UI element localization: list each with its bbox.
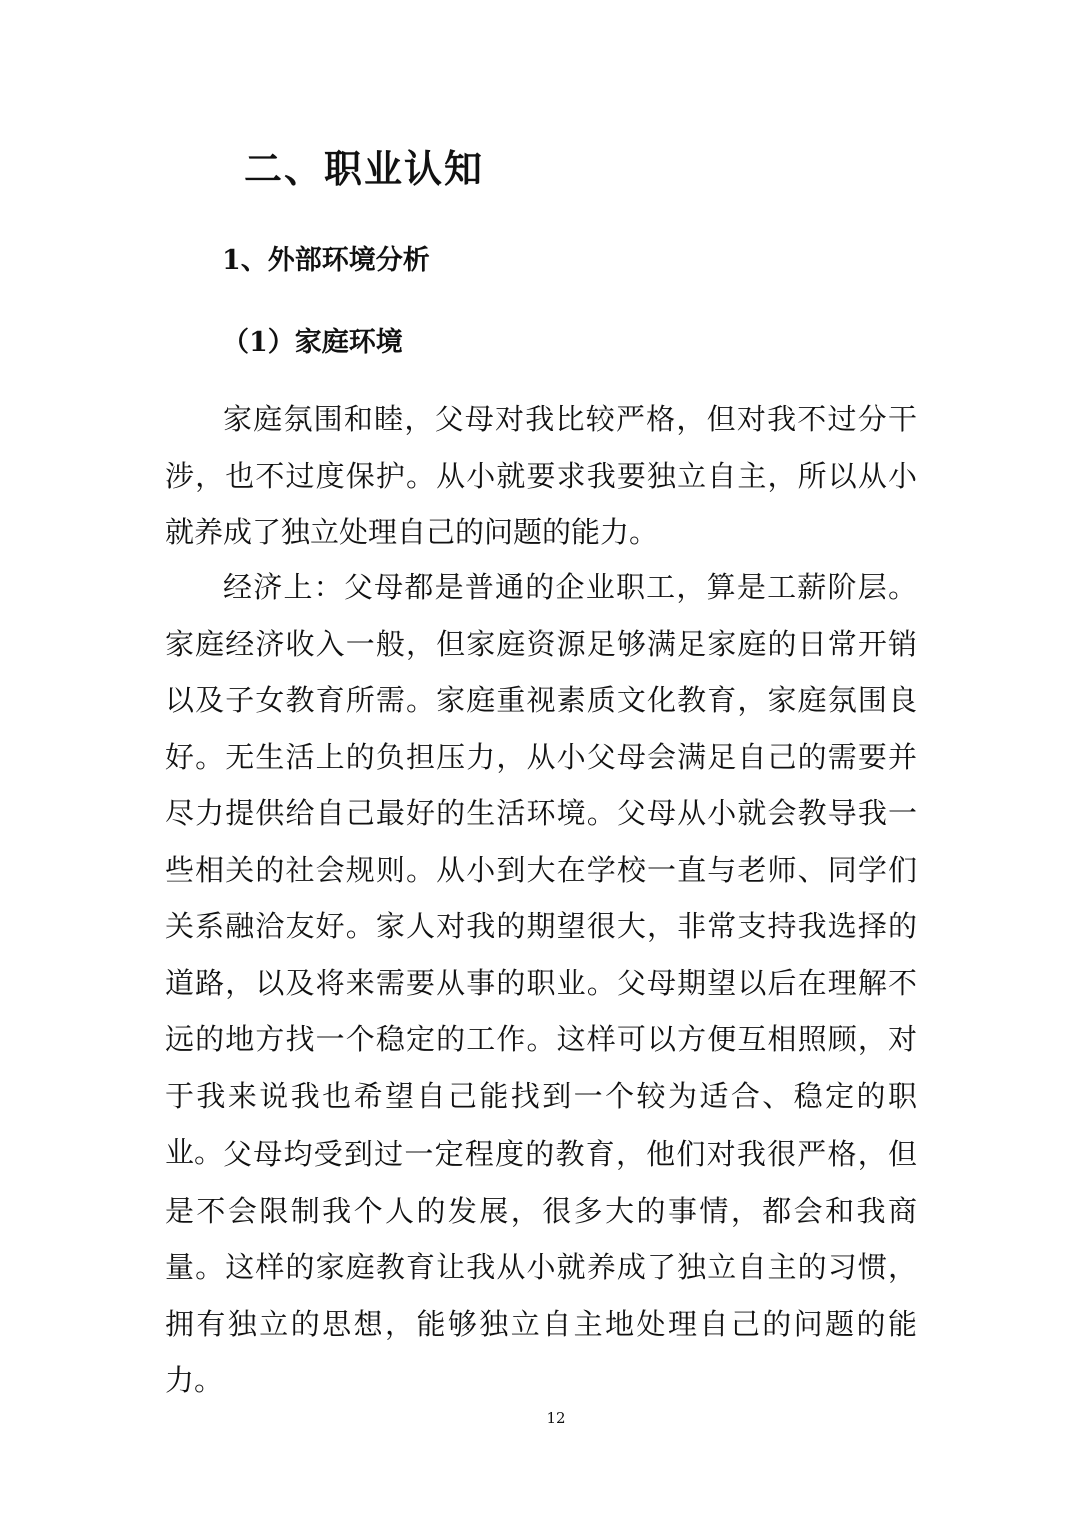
subsection-title: （1）家庭环境: [222, 327, 403, 358]
chapter-title: 二、职业认知: [244, 146, 485, 191]
paragraph-parents-education: 父母均受到过一定程度的教育，他们对我很严格，但是不会限制我个人的发展，很多大的事情，都会和我商量。这样的家庭教育让我从小就养成了独立自主的习惯，拥有独立的思想，能够独立自主地处理自己的问题的能力。: [165, 1137, 917, 1397]
paragraph-family-atmosphere: 家庭氛围和睦，父母对我比较严格，但对我不过分干涉，也不过度保护。从小就要求我要独立自主，所以从小就养成了独立处理自己的问题的能力。: [165, 402, 917, 549]
page-number: 12: [546, 1409, 566, 1427]
section-title: 1、外部环境分析: [222, 245, 430, 276]
paragraph-economic-situation: 经济上：父母都是普通的企业职工，算是工薪阶层。家庭经济收入一般，但家庭资源足够满足家庭的日常开销以及子女教育所需。家庭重视素质文化教育，家庭氛围良好。无生活上的负担压力，从小父母会满足自己的需要并尽力提供给自己最好的生活环境。父母从小就会教导我一些相关的社会规则。从小到大在学校一直与老师、同学们关系融洽友好。家人对我的期望很大，非常支持我选择的道路，以及将来需要从事的职业。父母期望以后在理解不远的地方找一个稳定的工作。这样可以方便互相照顾，对于我来说我也希望自己能找到一个较为适合、稳定的职业。: [165, 570, 917, 1169]
